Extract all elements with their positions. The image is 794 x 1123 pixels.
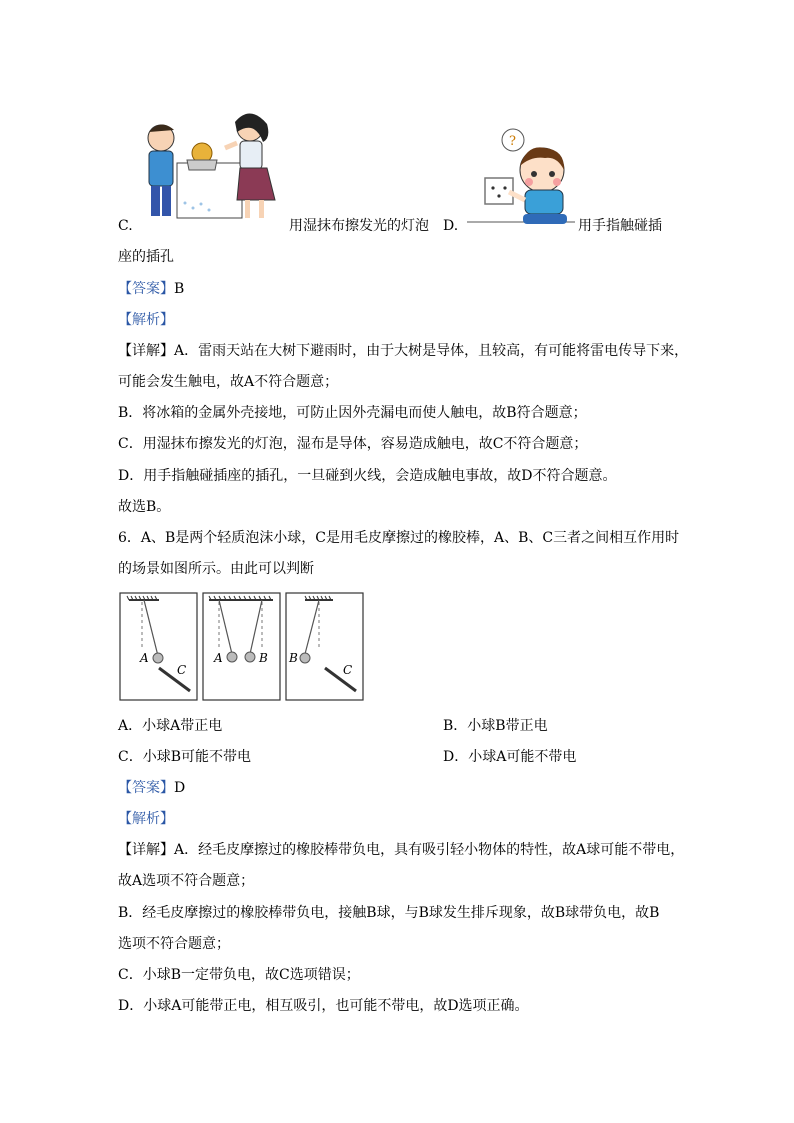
q5-option-d-text: 用手指触碰插 (578, 218, 662, 234)
q6-analysis-label: 【解析】 (118, 811, 174, 827)
answer-label: 【答案】 (118, 281, 174, 297)
q5-detail-b: B．将冰箱的金属外壳接地，可防止因外壳漏电而使人触电，故B符合题意； (118, 405, 587, 421)
detail-label: 【详解】 (118, 343, 174, 359)
answer-value: B (174, 281, 185, 297)
illustration-socket (467, 122, 575, 232)
q5-option-c-text: 用湿抹布擦发光的灯泡 (289, 218, 429, 234)
q6-option-d: D．小球A可能不带电 (443, 749, 577, 765)
q5-detail-d: D．用手指触碰插座的插孔，一旦碰到火线，会造成触电事故，故D不符合题意。 (118, 468, 617, 484)
q6-detail-b1: B．经毛皮摩擦过的橡胶棒带负电，接触B球，与B球发生排斥现象，故B球带负电，故B (118, 905, 660, 921)
q5-detail-a2: 可能会发生触电，故A不符合题意； (118, 374, 339, 390)
q6-detail-a2: 故A选项不符合题意； (118, 873, 255, 889)
q5-detail-c: C．用湿抹布擦发光的灯泡，湿布是导体，容易造成触电，故C不符合题意； (118, 436, 588, 452)
q5-option-c-letter: C. (118, 218, 133, 234)
label-b-2: B (259, 651, 268, 665)
q5-detail-a1 (118, 341, 688, 361)
q6-stem-line2: 的场景如图所示。由此可以判断 (118, 561, 314, 577)
label-a-1: A (140, 651, 149, 665)
q6-detail-a1 (118, 840, 684, 860)
detail-label: 【详解】 (118, 842, 174, 858)
pendulum-figure (119, 592, 365, 702)
q6-detail-c: C．小球B一定带负电，故C选项错误； (118, 967, 360, 983)
label-a-2: A (214, 651, 223, 665)
q6-stem-line1: 6．A、B是两个轻质泡沫小球，C是用毛皮摩擦过的橡胶棒，A、B、C三者之间相互作用时 (118, 530, 680, 546)
svg-text:?: ? (509, 134, 516, 149)
pendulum-panel-1 (120, 593, 197, 700)
label-b-3: B (289, 651, 298, 665)
q6-option-b: B．小球B带正电 (443, 718, 548, 734)
answer-value: D (174, 780, 186, 796)
illustration-wet-cloth (137, 108, 287, 223)
detail-text: A．经毛皮摩擦过的橡胶棒带负电，具有吸引轻小物体的特性，故A球可能不带电， (174, 842, 685, 858)
q6-detail-d: D．小球A可能带正电，相互吸引，也可能不带电，故D选项正确。 (118, 998, 529, 1014)
q5-option-d-letter: D. (443, 218, 459, 234)
q5-answer (118, 279, 184, 299)
label-c-3: C (343, 663, 353, 677)
answer-label: 【答案】 (118, 780, 174, 796)
q5-analysis-label: 【解析】 (118, 312, 174, 328)
q6-option-a: A．小球A带正电 (118, 718, 223, 734)
q5-conclusion: 故选B。 (118, 499, 171, 515)
detail-text: A．雷雨天站在大树下避雨时，由于大树是导体，且较高，有可能将雷电传导下来， (174, 343, 689, 359)
q5-option-d-cont: 座的插孔 (118, 249, 174, 265)
q6-detail-b2: 选项不符合题意； (118, 936, 230, 952)
pendulum-panel-3 (286, 593, 363, 700)
q6-option-c: C．小球B可能不带电 (118, 749, 251, 765)
q6-answer (118, 778, 185, 798)
label-c-1: C (177, 663, 187, 677)
pendulum-panel-2 (203, 593, 280, 700)
